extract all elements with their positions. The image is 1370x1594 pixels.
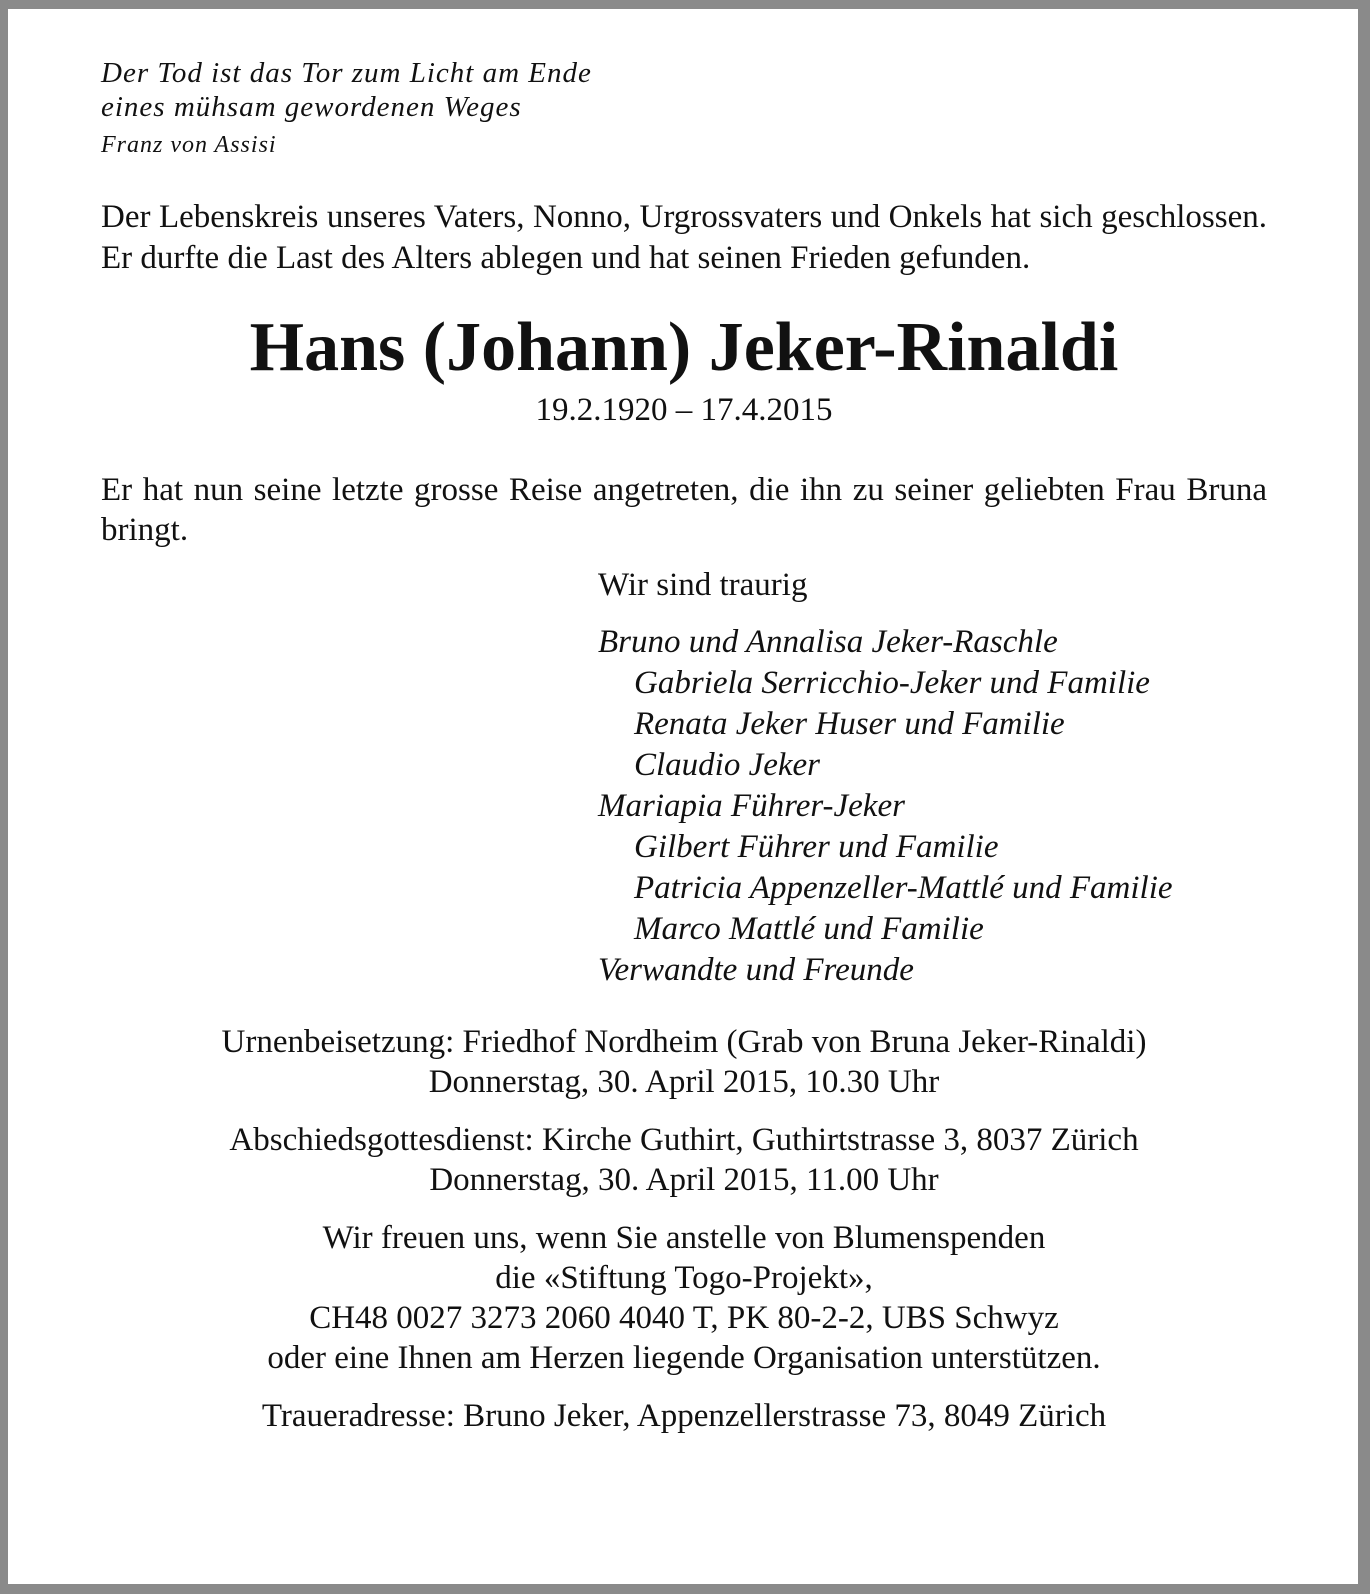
family-member: Marco Mattlé und Familie xyxy=(634,911,984,947)
service-location: Abschiedsgottesdienst: Kirche Guthirt, Guthirtstrasse 3, 8037 Zürich xyxy=(229,1122,1139,1158)
burial-datetime: Donnerstag, 30. April 2015, 10.30 Uhr xyxy=(428,1064,940,1100)
deceased-name: Hans (Johann) Jeker-Rinaldi xyxy=(249,309,1119,386)
mourners-block xyxy=(598,565,1267,991)
family-member: Bruno und Annalisa Jeker-Raschle xyxy=(598,624,1058,660)
family-member: Verwandte und Freunde xyxy=(598,952,914,988)
journey-paragraph: Er hat nun seine letzte grosse Reise angetreten, die ihn zu seiner geliebten Frau Bruna bringt. xyxy=(101,472,1267,548)
donation-line: CH48 0027 3273 2060 4040 T, PK 80-2-2, UBS Schwyz xyxy=(309,1300,1059,1336)
service-info xyxy=(101,1120,1267,1200)
donation-line: oder eine Ihnen am Herzen liegende Organisation unterstützen. xyxy=(267,1340,1101,1376)
family-member: Gilbert Führer und Familie xyxy=(634,829,999,865)
donation-line: die «Stiftung Togo-Projekt», xyxy=(495,1260,873,1296)
service-datetime: Donnerstag, 30. April 2015, 11.00 Uhr xyxy=(429,1162,939,1198)
family-member: Claudio Jeker xyxy=(634,747,821,783)
family-list xyxy=(598,622,1267,991)
family-member: Mariapia Führer-Jeker xyxy=(598,788,905,824)
burial-info xyxy=(101,1022,1267,1102)
intro-paragraph: Der Lebenskreis unseres Vaters, Nonno, Urgrossvaters und Onkels hat sich geschlossen. Er durfte die Last des Alters ablegen und hat seinen Frieden gefunden. xyxy=(101,199,1267,276)
motto-line: eines mühsam gewordenen Weges xyxy=(101,91,522,123)
donation-line: Wir freuen uns, wenn Sie anstelle von Blumenspenden xyxy=(322,1220,1046,1256)
burial-location: Urnenbeisetzung: Friedhof Nordheim (Grab von Bruna Jeker-Rinaldi) xyxy=(221,1024,1147,1060)
mourners-heading: Wir sind traurig xyxy=(598,567,808,603)
motto-author: Franz von Assisi xyxy=(101,132,277,158)
obituary-notice xyxy=(101,56,1267,1436)
motto-line: Der Tod ist das Tor zum Licht am Ende xyxy=(101,57,592,89)
family-member: Gabriela Serricchio-Jeker und Familie xyxy=(634,665,1150,701)
motto-quote xyxy=(101,56,1267,160)
life-dates: 19.2.1920 – 17.4.2015 xyxy=(535,392,833,428)
donation-info xyxy=(101,1218,1267,1378)
family-member: Renata Jeker Huser und Familie xyxy=(634,706,1065,742)
family-member: Patricia Appenzeller-Mattlé und Familie xyxy=(634,870,1173,906)
mourning-address: Traueradresse: Bruno Jeker, Appenzellerstrasse 73, 8049 Zürich xyxy=(261,1398,1107,1434)
